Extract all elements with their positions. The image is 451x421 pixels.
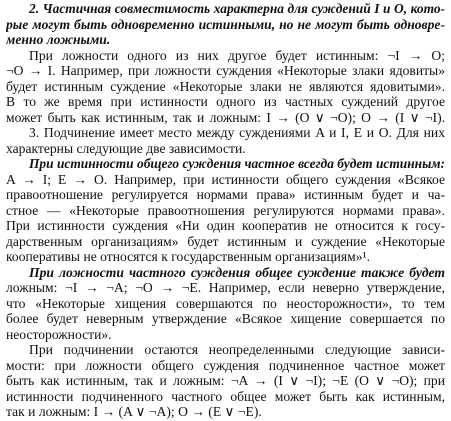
text-line: 3. Подчинение имеет место между суждениями A и I, E и O. Для них	[29, 125, 445, 140]
text-line: правоотношение регулируется нормами права» истинным будет и ча-	[6, 187, 445, 202]
paragraph-undefined	[6, 342, 445, 420]
text-line: При истинности суждения «Ни один кооператив не относится к госу-	[6, 218, 445, 233]
text-line: A → I; E → O. Например, при истинности общего суждения «Всякое	[6, 171, 445, 187]
text-line: будет истинным суждение «Некоторые злаки не являются ядовитыми».	[6, 78, 445, 94]
text-line: ¬O → I. Например, при ложности суждения «Некоторые злаки ядовиты»	[6, 63, 445, 78]
text-line: рые могут быть одновременно истинными, но не могут быть одновре-	[6, 16, 445, 32]
text-line: При ложности одного из них другое будет истинным: ¬I → O;	[29, 47, 445, 63]
text-line: характерны следующие две зависимости.	[6, 140, 246, 156]
text-line: менно ложными.	[6, 32, 111, 47]
paragraph-subordination	[6, 125, 445, 156]
text-line: 2. Частичная совместимость характерна для суждений I и O, кото-	[29, 1, 445, 16]
text-line: быть как истинным, так и ложным: ¬A → (I ∨ ¬I); ¬E (O ∨ ¬O); при	[6, 373, 445, 388]
text-line: кооперативы не относятся к государственным организациям»¹.	[6, 249, 370, 264]
paragraph-truth-general	[6, 156, 445, 265]
paragraph-falsity-one	[6, 48, 445, 126]
text-line: истинности подчиненного частного общее может быть как истинным,	[6, 388, 445, 404]
text-line: дарственным организациям» будет истинным и суждение «Некоторые	[6, 233, 445, 249]
text-line: При подчинении остаются неопределенными следующие зависи-	[29, 342, 445, 357]
text-line: При ложности частного суждения общее суждение также будет	[29, 264, 445, 280]
text-line: ложным: ¬I → ¬A; ¬O → ¬E. Например, если неверно утверждение,	[6, 280, 445, 295]
text-line: При истинности общего суждения частное всегда будет истинным:	[29, 156, 445, 171]
text-line: стное — «Некоторые правоотношения регулируются нормами права».	[6, 202, 445, 218]
text-line: может быть как истинным, так и ложным: I → (O ∨ ¬O); O → (I ∨ ¬I).	[6, 109, 445, 125]
text-line: неосторожности».	[6, 326, 112, 342]
paragraph-partial-compatibility	[6, 1, 445, 48]
text-line: В то же время при истинности одного из частных суждений другое	[6, 94, 445, 109]
text-line: так и ложным: I → (A ∨ ¬A); O → (E ∨ ¬E).	[6, 404, 262, 419]
text-line: что «Некоторые хищения совершаются по неосторожности», то тем	[6, 295, 445, 311]
text-line: мости: при ложности общего суждения подчиненное частное может	[6, 357, 445, 373]
paragraph-falsity-particular	[6, 265, 445, 343]
text-line: более будет неверным утверждение «Всякое хищение совершается по	[6, 311, 445, 326]
